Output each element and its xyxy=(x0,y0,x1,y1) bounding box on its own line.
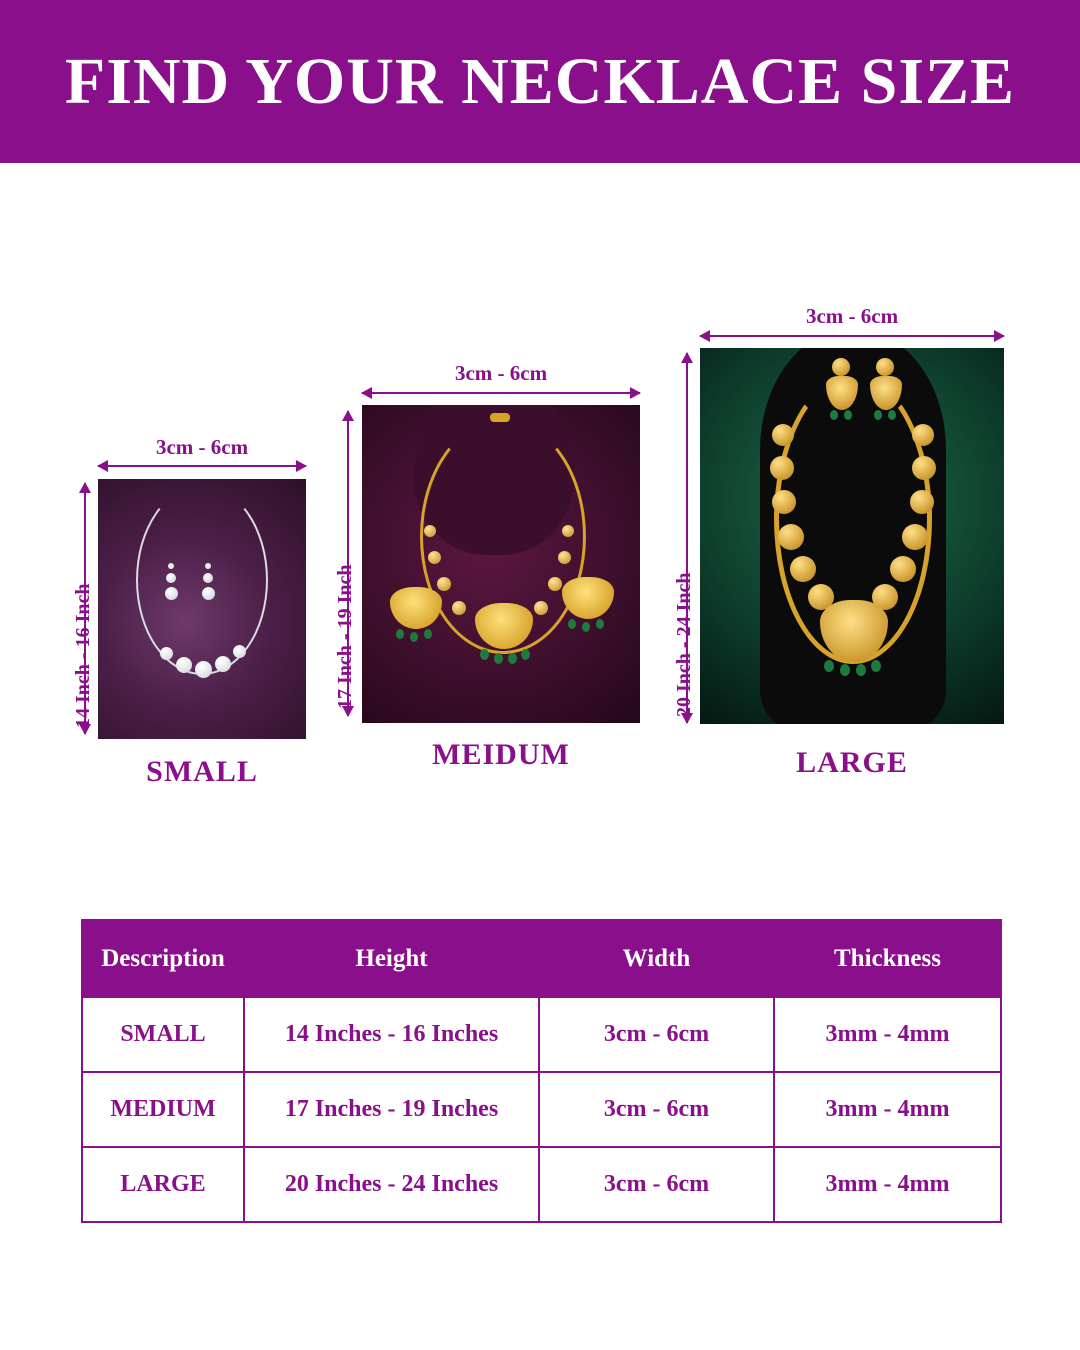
table-header-row xyxy=(82,920,1001,997)
small-height-label: 14 Inch - 16 Inch xyxy=(72,583,94,728)
large-height-label: 20 Inch - 24 Inch xyxy=(673,572,695,717)
medium-caption: MEIDUM xyxy=(432,738,570,771)
large-caption: LARGE xyxy=(796,746,908,779)
cell-width: 3cm - 6cm xyxy=(539,1147,774,1222)
large-necklace-photo xyxy=(700,348,1004,724)
header-description: Description xyxy=(82,920,244,997)
small-caption: SMALL xyxy=(146,755,258,788)
medium-width-arrow xyxy=(362,392,640,394)
header-thickness: Thickness xyxy=(774,920,1001,997)
medium-necklace-photo xyxy=(362,405,640,723)
table-row xyxy=(82,1072,1001,1147)
cell-height: 20 Inches - 24 Inches xyxy=(244,1147,539,1222)
header-banner xyxy=(0,0,1080,163)
small-width-arrow xyxy=(98,465,306,467)
cell-width: 3cm - 6cm xyxy=(539,1072,774,1147)
cell-width: 3cm - 6cm xyxy=(539,997,774,1072)
small-necklace-photo xyxy=(98,479,306,739)
header-height: Height xyxy=(244,920,539,997)
header-width: Width xyxy=(539,920,774,997)
cell-description: SMALL xyxy=(82,997,244,1072)
page-title: FIND YOUR NECKLACE SIZE xyxy=(64,44,1016,118)
cell-thickness: 3mm - 4mm xyxy=(774,997,1001,1072)
cell-height: 14 Inches - 16 Inches xyxy=(244,997,539,1072)
table-row xyxy=(82,997,1001,1072)
large-width-label: 3cm - 6cm xyxy=(805,304,899,328)
cell-height: 17 Inches - 19 Inches xyxy=(244,1072,539,1147)
table-row xyxy=(82,1147,1001,1222)
cell-thickness: 3mm - 4mm xyxy=(774,1147,1001,1222)
large-width-arrow xyxy=(700,335,1004,337)
medium-width-label: 3cm - 6cm xyxy=(454,361,548,385)
size-chart-table xyxy=(81,919,1002,1223)
small-width-label: 3cm - 6cm xyxy=(155,435,249,459)
cell-description: MEDIUM xyxy=(82,1072,244,1147)
size-examples-row xyxy=(0,163,1080,863)
cell-thickness: 3mm - 4mm xyxy=(774,1072,1001,1147)
medium-height-label: 17 Inch - 19 Inch xyxy=(334,564,356,709)
cell-description: LARGE xyxy=(82,1147,244,1222)
